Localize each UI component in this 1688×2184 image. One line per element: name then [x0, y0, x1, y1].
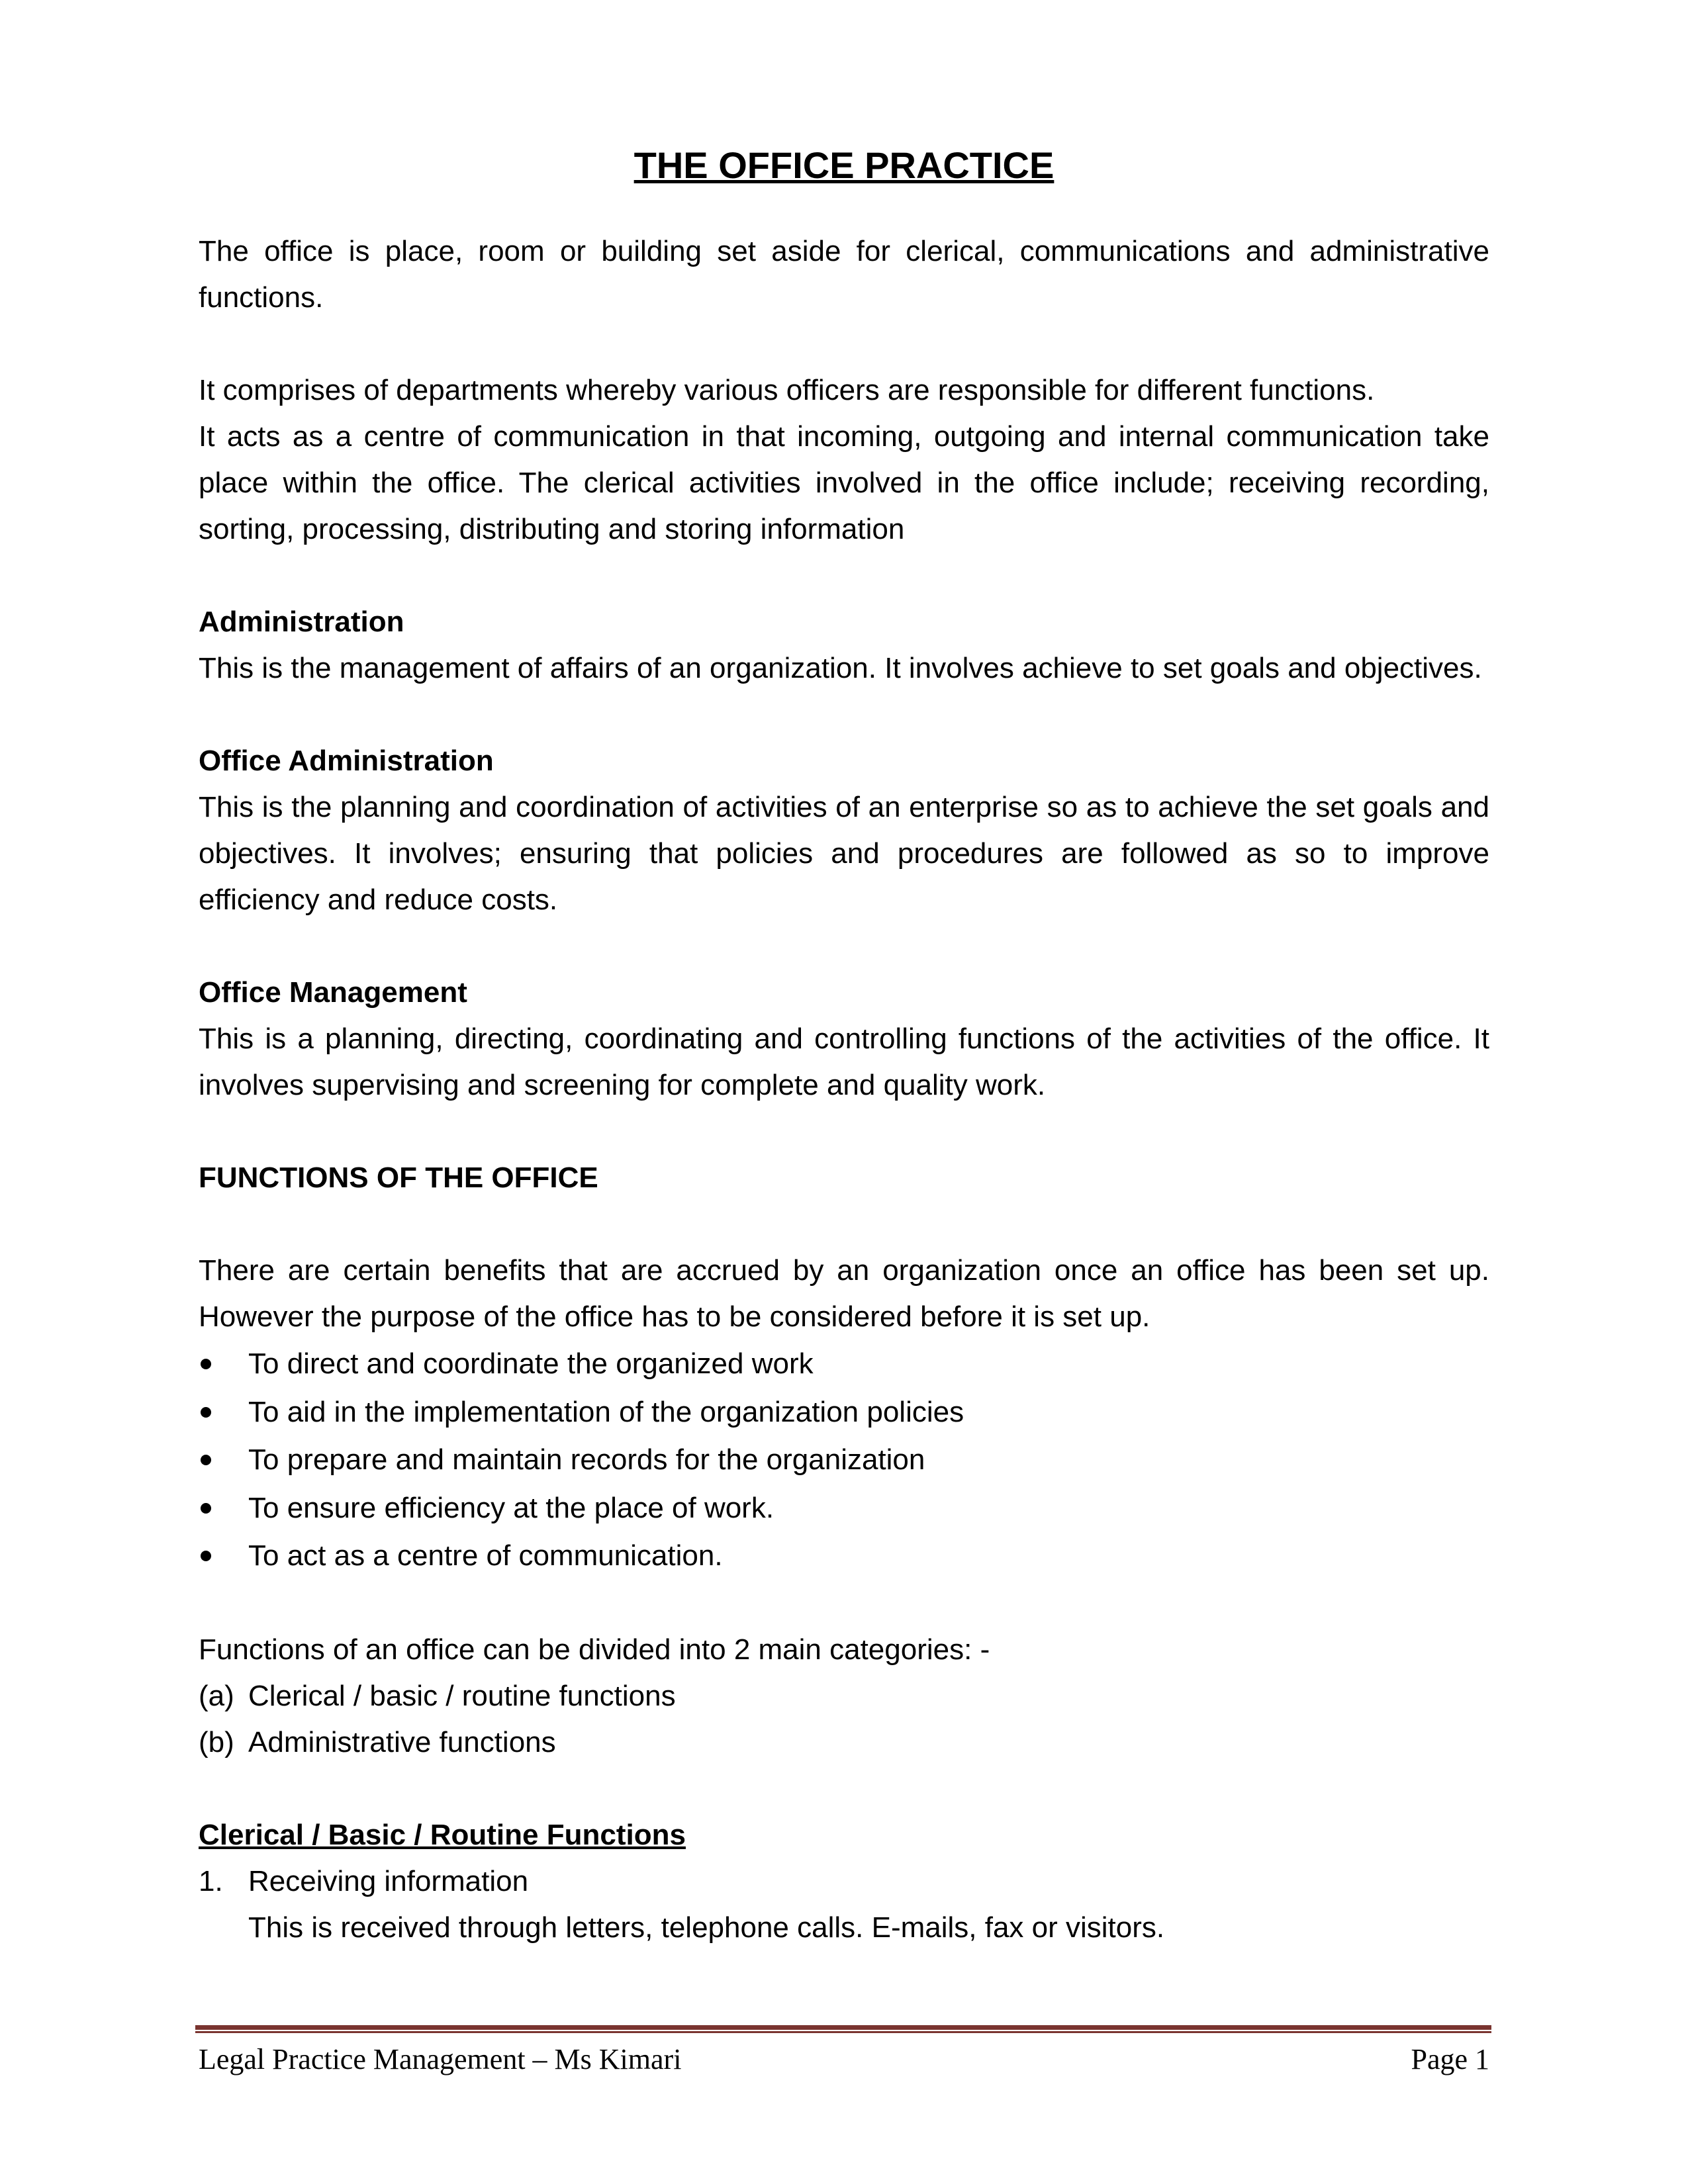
list-marker: 1.	[199, 1864, 223, 1897]
list-item	[199, 1484, 1489, 1533]
list-item-text: To aid in the implementation of the organization policies	[248, 1395, 964, 1428]
clerical-section	[199, 1812, 1489, 1951]
categories-intro: Functions of an office can be divided into 2 main categories: -	[199, 1633, 990, 1666]
bullet-icon	[201, 1407, 211, 1418]
section-body: This is the management of affairs of an organization. It involves achieve to set goals and objectives.	[199, 652, 1482, 684]
list-item	[199, 1532, 1489, 1580]
section-body: This is the planning and coordination of activities of an enterprise so as to achieve the set goals and objectives. It involves; ensuring that policies and procedures are followed as so to improve efficiency and reduce costs.	[199, 791, 1489, 916]
categories-list	[199, 1673, 1489, 1766]
list-item-text: To act as a centre of communication.	[248, 1539, 723, 1572]
document-body	[199, 136, 1489, 1951]
section-heading: Office Administration	[199, 745, 494, 777]
list-item	[199, 1673, 1489, 1719]
list-item	[199, 1340, 1489, 1388]
footer-divider	[195, 2025, 1491, 2033]
list-item-text: Receiving information	[248, 1864, 529, 1897]
bullet-icon	[201, 1551, 211, 1561]
list-item-text: Administrative functions	[248, 1725, 556, 1758]
functions-intro: There are certain benefits that are accrued by an organization once an office has been set up. However the purpose of the office has to be considered before it is set up.	[199, 1254, 1489, 1333]
section-administration	[199, 599, 1489, 692]
clerical-heading: Clerical / Basic / Routine Functions	[199, 1818, 686, 1851]
list-item	[199, 1388, 1489, 1437]
functions-heading-block	[199, 1155, 1489, 1201]
list-item-text: To prepare and maintain records for the organization	[248, 1443, 925, 1476]
footer-page-number: Page 1	[1411, 2043, 1489, 2075]
section-office-management	[199, 970, 1489, 1109]
list-marker: (a)	[199, 1679, 234, 1712]
section-heading: Office Management	[199, 976, 467, 1009]
list-marker: (b)	[199, 1725, 234, 1758]
bullet-icon	[201, 1359, 211, 1369]
list-item-detail: This is received through letters, telephone calls. E-mails, fax or visitors.	[248, 1911, 1165, 1944]
intro-paragraph-2: It comprises of departments whereby various officers are responsible for different functions.	[199, 374, 1375, 406]
section-body: This is a planning, directing, coordinating and controlling functions of the activities of the office. It involves supervising and screening for complete and quality work.	[199, 1023, 1489, 1101]
section-office-administration	[199, 738, 1489, 923]
clerical-list	[199, 1858, 1489, 1951]
functions-bullet-list	[199, 1340, 1489, 1580]
page-title: THE OFFICE PRACTICE	[633, 144, 1055, 186]
footer-course-title: Legal Practice Management – Ms Kimari	[199, 2043, 682, 2075]
bullet-icon	[201, 1503, 211, 1514]
list-item-text: To direct and coordinate the organized work	[248, 1347, 814, 1380]
list-item-text: Clerical / basic / routine functions	[248, 1679, 676, 1712]
list-item	[199, 1858, 1489, 1951]
list-item	[199, 1719, 1489, 1766]
section-heading: Administration	[199, 606, 404, 638]
bullet-icon	[201, 1455, 211, 1465]
intro-paragraph-1: The office is place, room or building set aside for clerical, communications and administrative functions.	[199, 235, 1489, 314]
functions-heading: FUNCTIONS OF THE OFFICE	[199, 1161, 598, 1194]
list-item	[199, 1436, 1489, 1484]
list-item-text: To ensure efficiency at the place of work.	[248, 1491, 774, 1524]
intro-paragraph-3: It acts as a centre of communication in that incoming, outgoing and internal communication take place within the office. The clerical activities involved in the office include; receiving recording, sorting, processing, distributing and storing information	[199, 420, 1489, 545]
